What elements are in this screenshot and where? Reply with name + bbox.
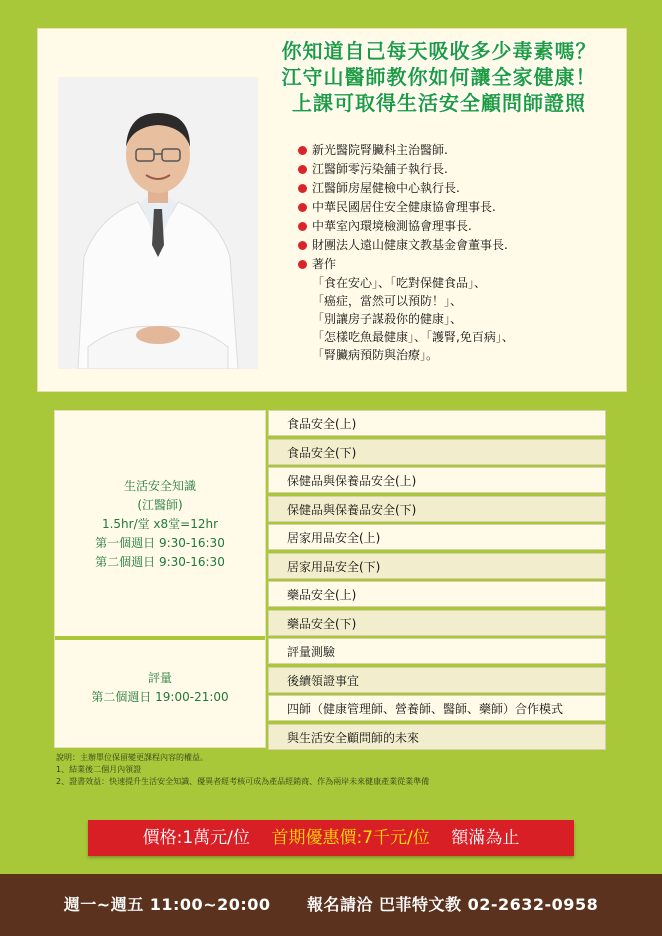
credential-item: 中華民國居住安全健康協會理事長. — [298, 198, 618, 217]
credential-item: 江醫師房屋健檢中心執行長. — [298, 179, 618, 198]
course-row: 居家用品安全(下) — [268, 553, 606, 579]
book-line: 「腎臟病預防與治療」。 — [312, 348, 439, 362]
intro-card — [37, 28, 627, 392]
bullet-icon — [298, 260, 307, 269]
panel-divider — [55, 636, 265, 640]
course-row: 評量測驗 — [268, 638, 606, 664]
course-row: 後續領證事宜 — [268, 667, 606, 693]
course-row: 食品安全(上) — [268, 410, 606, 436]
footer-contact — [0, 874, 662, 936]
credential-item: 江醫師零污染舖子執行長. — [298, 160, 618, 179]
credential-item: 中華室內環境檢測協會理事長. — [298, 217, 618, 236]
evaluation-schedule: 評量 第二個週日 19:00-21:00 — [91, 671, 229, 704]
course-row: 保健品與保養品安全(上) — [268, 467, 606, 493]
bullet-icon — [298, 146, 307, 155]
price-banner — [88, 820, 574, 856]
course-list — [268, 410, 606, 752]
notes: 說明：主辦單位保留變更課程內容的權益。 1、結業後二個月內領證 2、證書效益：快速提升生活安全知識、優異者經考核可成為產品經銷商、作為兩岸未來健康產業從業準備 — [56, 753, 430, 786]
credential-item: 財團法人遠山健康文教基金會董事長. — [298, 236, 618, 255]
credential-item-books: 著作 — [298, 255, 618, 274]
course-schedule: 生活安全知識 (江醫師) 1.5hr/堂 x8堂=12hr 第一個週日 9:30-16:30 第二個週日 9:30-16:30 — [95, 479, 225, 569]
course-row: 保健品與保養品安全(下) — [268, 496, 606, 522]
course-row: 居家用品安全(上) — [268, 524, 606, 550]
limit-note: 額滿為止 — [451, 828, 520, 848]
course-row: 四師（健康管理師、營養師、醫師、藥師）合作模式 — [268, 695, 606, 721]
doctor-portrait-icon — [58, 77, 258, 369]
promo-price: 首期優惠價:7千元/位 — [271, 828, 430, 848]
regular-price: 價格:1萬元/位 — [142, 828, 250, 848]
business-hours: 週一~週五 11:00~20:00 — [63, 895, 271, 914]
bullet-icon — [298, 165, 307, 174]
doctor-photo — [58, 77, 258, 369]
book-line: 「怎樣吃魚最健康」、「護腎,免百病」、 — [312, 330, 514, 344]
course-row: 藥品安全(下) — [268, 610, 606, 636]
bullet-icon — [298, 241, 307, 250]
credential-item: 新光醫院腎臟科主治醫師. — [298, 141, 618, 160]
headline-certificate: 上課可取得生活安全顧問師證照 — [292, 91, 586, 115]
schedule-panel — [54, 410, 266, 748]
book-line: 「癌症，當然可以預防！」、 — [312, 294, 463, 308]
course-row: 食品安全(下) — [268, 439, 606, 465]
headline-toxins: 你知道自己每天吸收多少毒素嗎？ — [281, 39, 597, 63]
contact-info: 報名請洽 巴菲特文教 02-2632-0958 — [306, 895, 599, 914]
book-line: 「食在安心」、「吃對保健食品」、 — [312, 276, 487, 290]
bullet-icon — [298, 184, 307, 193]
course-row: 與生活安全顧問師的未來 — [268, 724, 606, 750]
headline-doctor: 江守山醫師教你如何讓全家健康！ — [281, 65, 597, 89]
bullet-icon — [298, 203, 307, 212]
book-line: 「別讓房子謀殺你的健康」、 — [312, 312, 463, 326]
bullet-icon — [298, 222, 307, 231]
course-row: 藥品安全(上) — [268, 581, 606, 607]
credentials-list — [298, 141, 618, 364]
